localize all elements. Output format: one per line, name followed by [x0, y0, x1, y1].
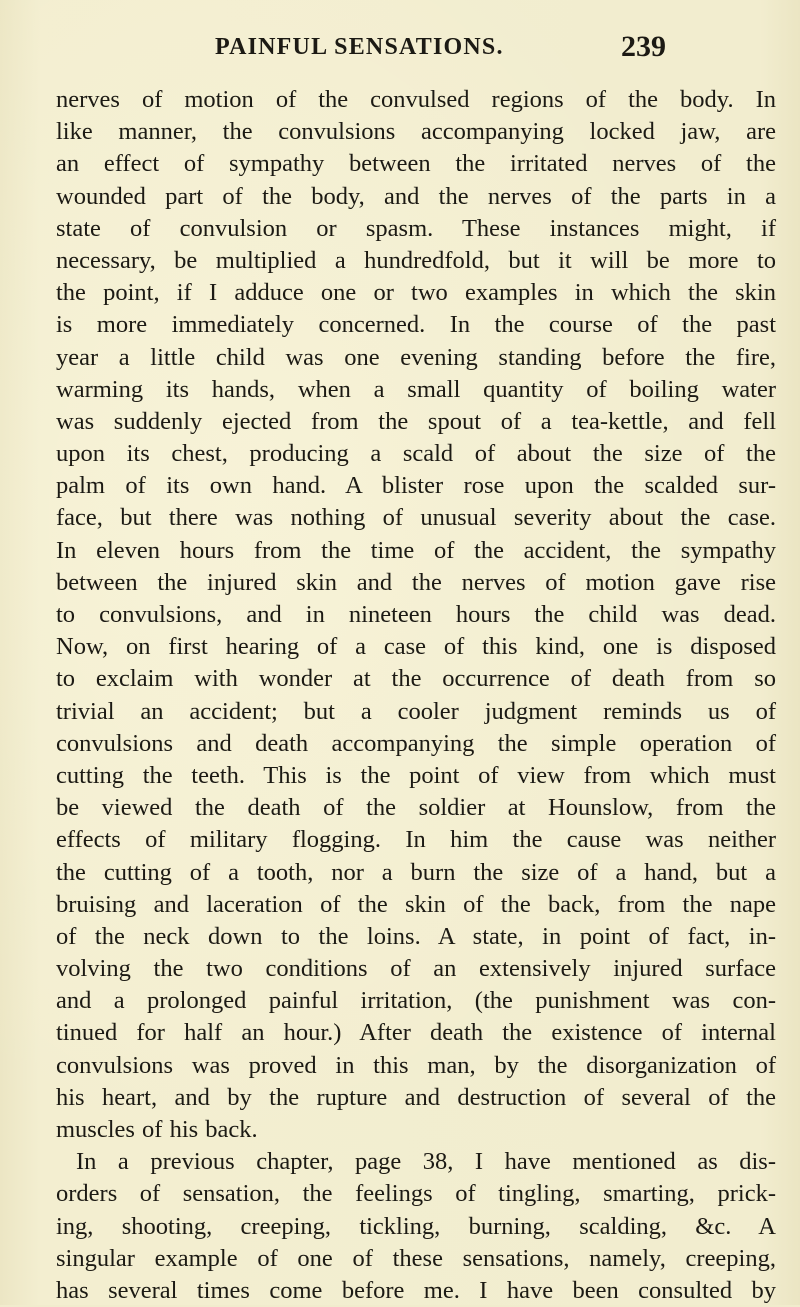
page-number: 239 [621, 30, 666, 63]
text-line: was suddenly ejected from the spout of a tea-kettle, and fell [56, 407, 776, 435]
text-line: cutting the teeth. This is the point of view from which must [56, 761, 776, 789]
chapter-running-title: PAINFUL SENSATIONS. [215, 34, 504, 60]
text-line: be viewed the death of the soldier at Hounslow, from the [56, 794, 776, 822]
text-line: trivial an accident; but a cooler judgment reminds us of [56, 697, 776, 725]
text-line: to exclaim with wonder at the occurrence of death from so [56, 665, 776, 693]
text-line: an effect of sympathy between the irritated nerves of the [56, 150, 776, 178]
text-line: palm of its own hand. A blister rose upon the scalded sur- [56, 472, 776, 500]
text-line: face, but there was nothing of unusual severity about the case. [56, 504, 776, 532]
text-line: wounded part of the body, and the nerves of the parts in a [56, 182, 776, 210]
text-line: ing, shooting, creeping, tickling, burning, scalding, &c. A [56, 1212, 776, 1240]
text-line: effects of military flogging. In him the cause was neither [56, 826, 776, 854]
text-line: orders of sensation, the feelings of tingling, smarting, prick- [56, 1180, 776, 1208]
text-line: nerves of motion of the convulsed regions of the body. In [56, 86, 776, 113]
text-line: tinued for half an hour.) After death the existence of internal [56, 1019, 776, 1047]
text-line: upon its chest, producing a scald of about the size of the [56, 440, 776, 468]
text-line: his heart, and by the rupture and destruction of several of the [56, 1083, 776, 1111]
text-line: muscles of his back. [56, 1116, 258, 1143]
text-line: has several times come before me. I have been consulted by [56, 1276, 776, 1304]
text-line: is more immediately concerned. In the course of the past [56, 311, 776, 339]
text-line: bruising and laceration of the skin of the back, from the nape [56, 890, 776, 918]
text-line: singular example of one of these sensations, namely, creeping, [56, 1244, 776, 1272]
text-line: volving the two conditions of an extensively injured surface [56, 955, 776, 983]
text-line: necessary, be multiplied a hundredfold, but it will be more to [56, 246, 776, 274]
text-line: and a prolonged painful irritation, (the punishment was con- [56, 987, 776, 1015]
running-head [0, 30, 800, 70]
text-line: convulsions and death accompanying the simple operation of [56, 729, 776, 757]
text-line: between the injured skin and the nerves of motion gave rise [56, 568, 776, 596]
text-line: convulsions was proved in this man, by the disorganization of [56, 1051, 776, 1079]
text-line: the point, if I adduce one or two examples in which the skin [56, 279, 776, 307]
text-line: like manner, the convulsions accompanying locked jaw, are [56, 118, 776, 146]
text-line: Now, on first hearing of a case of this kind, one is disposed [56, 633, 776, 661]
text-line: the cutting of a tooth, nor a burn the size of a hand, but a [56, 858, 776, 886]
text-line: to convulsions, and in nineteen hours the child was dead. [56, 601, 776, 628]
text-line: warming its hands, when a small quantity of boiling water [56, 375, 776, 403]
text-line: year a little child was one evening standing before the fire, [56, 343, 776, 371]
body-text [56, 84, 776, 1307]
text-line: In a previous chapter, page 38, I have mentioned as dis- [76, 1148, 776, 1176]
text-line: of the neck down to the loins. A state, in point of fact, in- [56, 922, 776, 950]
text-line: state of convulsion or spasm. These instances might, if [56, 214, 776, 242]
text-line: In eleven hours from the time of the accident, the sympathy [56, 536, 776, 564]
